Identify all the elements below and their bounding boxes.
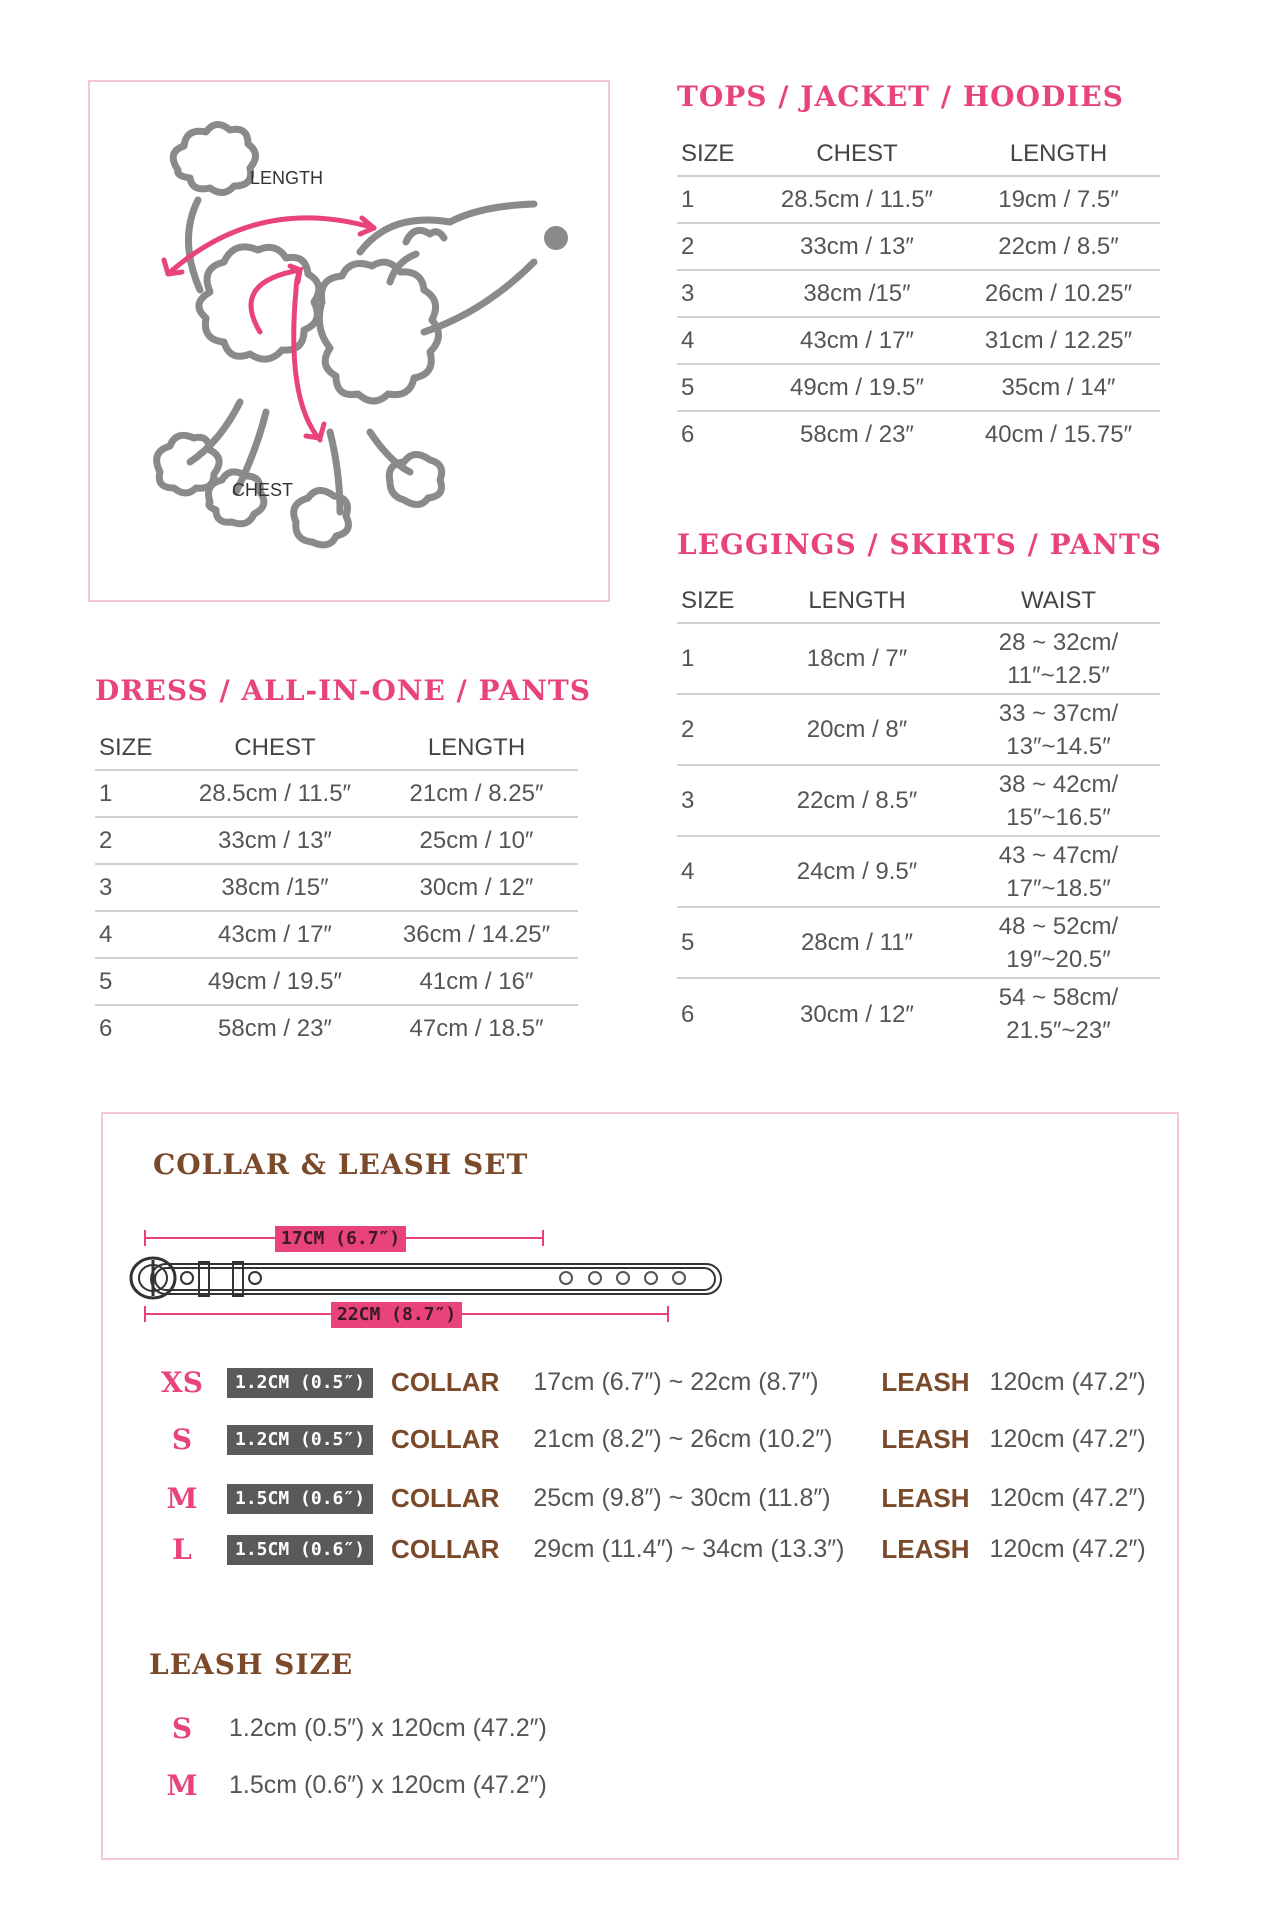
table-cell: 35cm / 14″ xyxy=(957,364,1160,411)
table-cell: 1 xyxy=(677,176,757,223)
tops-title: TOPS / JACKET / HOODIES xyxy=(677,80,1124,113)
table-cell: 3 xyxy=(95,864,175,911)
collar-row-l xyxy=(149,1533,1146,1566)
table-cell: 25cm / 10″ xyxy=(375,817,578,864)
waist-in: 11″~12.5″ xyxy=(1007,661,1110,689)
column-header: WAIST xyxy=(957,580,1160,623)
column-header: LENGTH xyxy=(375,727,578,770)
table-cell: 6 xyxy=(99,1015,113,1042)
table-cell: 38cm /15″ xyxy=(175,864,375,911)
table-header-row xyxy=(677,133,1160,176)
width-badge: 1.5CM (0.6″) xyxy=(227,1484,373,1514)
table-cell: 33cm / 13″ xyxy=(175,817,375,864)
waist-cm: 38 ~ 42cm/ xyxy=(998,770,1119,798)
table-cell: 47cm / 18.5″ xyxy=(409,1015,544,1042)
table-row xyxy=(677,694,1160,765)
table-cell: 3 xyxy=(677,765,757,836)
leash-size-title: LEASH SIZE xyxy=(149,1648,354,1681)
table-cell: 22cm / 8.5″ xyxy=(757,765,957,836)
table-row xyxy=(677,411,1160,458)
table-cell: 49cm / 19.5″ xyxy=(757,364,957,411)
waist-cm: 43 ~ 47cm/ xyxy=(998,841,1119,869)
column-header: LENGTH xyxy=(957,133,1160,176)
width-badge: 1.5CM (0.6″) xyxy=(227,1535,373,1565)
leash-length: 120cm (47.2″) xyxy=(989,1535,1146,1563)
measurement-diagram xyxy=(88,80,610,602)
table-cell xyxy=(957,907,1160,978)
table-cell: 58cm / 23″ xyxy=(800,421,914,448)
size-label: M xyxy=(166,1482,198,1515)
waist-in: 21.5″~23″ xyxy=(1006,1017,1111,1044)
table-header-row xyxy=(677,580,1160,623)
collar-leash-section xyxy=(101,1112,1179,1860)
table-row xyxy=(677,270,1160,317)
leash-label: LEASH xyxy=(881,1483,970,1513)
table-cell: 33cm / 13″ xyxy=(757,223,957,270)
column-header: SIZE xyxy=(677,580,757,623)
table-row xyxy=(95,770,578,817)
size-label: S xyxy=(171,1712,193,1745)
leggings-size-table xyxy=(677,580,1160,1049)
length-label: LENGTH xyxy=(250,168,324,188)
table-row xyxy=(95,817,578,864)
column-header: SIZE xyxy=(677,133,757,176)
table-row xyxy=(95,911,578,958)
table-row xyxy=(677,364,1160,411)
leash-size-row-s xyxy=(149,1712,547,1745)
measure-max-tag: 22CM (8.7″) xyxy=(331,1302,462,1328)
collar-range: 21cm (8.2″) ~ 26cm (10.2″) xyxy=(533,1425,833,1453)
leash-length: 120cm (47.2″) xyxy=(989,1425,1146,1453)
table-cell: 5 xyxy=(95,958,175,1005)
table-cell: 1 xyxy=(677,623,757,694)
width-badge: 1.2CM (0.5″) xyxy=(227,1425,373,1455)
table-row xyxy=(677,836,1160,907)
collar-label: COLLAR xyxy=(391,1367,500,1397)
table-cell: 2 xyxy=(677,694,757,765)
table-cell: 4 xyxy=(677,836,757,907)
table-cell: 43cm / 17″ xyxy=(757,317,957,364)
table-cell: 19cm / 7.5″ xyxy=(957,176,1160,223)
table-cell: 20cm / 8″ xyxy=(757,694,957,765)
collar-row-m xyxy=(149,1482,1146,1515)
table-cell: 6 xyxy=(681,421,695,448)
table-row xyxy=(677,978,1160,1049)
table-cell: 43cm / 17″ xyxy=(175,911,375,958)
width-badge: 1.2CM (0.5″) xyxy=(227,1368,373,1398)
table-cell: 30cm / 12″ xyxy=(375,864,578,911)
table-cell: 4 xyxy=(95,911,175,958)
table-cell: 40cm / 15.75″ xyxy=(984,421,1133,448)
collar-row-s xyxy=(149,1423,1146,1456)
collar-range: 25cm (9.8″) ~ 30cm (11.8″) xyxy=(533,1484,831,1512)
table-cell xyxy=(957,765,1160,836)
leash-label: LEASH xyxy=(881,1367,970,1397)
table-cell: 38cm /15″ xyxy=(757,270,957,317)
table-cell: 5 xyxy=(677,907,757,978)
collar-row-xs xyxy=(149,1366,1146,1399)
size-label: S xyxy=(171,1423,193,1456)
table-cell: 4 xyxy=(677,317,757,364)
column-header: CHEST xyxy=(175,727,375,770)
leash-length: 120cm (47.2″) xyxy=(989,1484,1146,1512)
table-cell: 2 xyxy=(95,817,175,864)
size-label: M xyxy=(166,1769,198,1802)
table-cell: 26cm / 10.25″ xyxy=(957,270,1160,317)
table-cell: 31cm / 12.25″ xyxy=(957,317,1160,364)
waist-cm: 54 ~ 58cm/ xyxy=(998,984,1119,1011)
leash-label: LEASH xyxy=(881,1534,970,1564)
dress-title: DRESS / ALL-IN-ONE / PANTS xyxy=(95,674,591,707)
table-row xyxy=(677,907,1160,978)
table-cell: 28.5cm / 11.5″ xyxy=(175,770,375,817)
poodle-illustration xyxy=(90,82,608,600)
table-cell: 28cm / 11″ xyxy=(757,907,957,978)
column-header: LENGTH xyxy=(757,580,957,623)
table-cell: 24cm / 9.5″ xyxy=(757,836,957,907)
table-cell: 6 xyxy=(681,1000,695,1028)
table-cell: 1 xyxy=(95,770,175,817)
column-header: CHEST xyxy=(757,133,957,176)
table-cell: 2 xyxy=(677,223,757,270)
table-row xyxy=(95,958,578,1005)
dress-size-table xyxy=(95,727,578,1052)
table-row xyxy=(95,1005,578,1052)
waist-cm: 33 ~ 37cm/ xyxy=(998,699,1119,727)
table-cell xyxy=(957,623,1160,694)
table-cell xyxy=(957,978,1160,1049)
table-row xyxy=(677,623,1160,694)
table-cell: 28.5cm / 11.5″ xyxy=(757,176,957,223)
table-cell: 3 xyxy=(677,270,757,317)
leash-label: LEASH xyxy=(881,1424,970,1454)
size-label: L xyxy=(172,1533,192,1566)
waist-in: 15″~16.5″ xyxy=(1006,803,1111,831)
collar-range: 29cm (11.4″) ~ 34cm (13.3″) xyxy=(533,1535,845,1563)
waist-in: 19″~20.5″ xyxy=(1006,945,1111,973)
table-cell: 18cm / 7″ xyxy=(757,623,957,694)
table-row xyxy=(677,223,1160,270)
table-header-row xyxy=(95,727,578,770)
table-cell: 49cm / 19.5″ xyxy=(175,958,375,1005)
column-header: SIZE xyxy=(95,727,175,770)
table-row xyxy=(677,765,1160,836)
table-row xyxy=(677,176,1160,223)
collar-label: COLLAR xyxy=(391,1424,500,1454)
leash-size-value: 1.2cm (0.5″) x 120cm (47.2″) xyxy=(229,1714,547,1742)
collar-range: 17cm (6.7″) ~ 22cm (8.7″) xyxy=(533,1368,819,1396)
waist-in: 13″~14.5″ xyxy=(1006,732,1111,760)
leash-length: 120cm (47.2″) xyxy=(989,1368,1146,1396)
waist-cm: 48 ~ 52cm/ xyxy=(998,912,1119,940)
measure-min-tag: 17CM (6.7″) xyxy=(275,1226,406,1252)
leash-size-value: 1.5cm (0.6″) x 120cm (47.2″) xyxy=(229,1771,547,1799)
collar-label: COLLAR xyxy=(391,1534,500,1564)
table-cell: 22cm / 8.5″ xyxy=(957,223,1160,270)
waist-in: 17″~18.5″ xyxy=(1006,874,1111,902)
table-row xyxy=(95,864,578,911)
table-cell: 21cm / 8.25″ xyxy=(375,770,578,817)
chest-label: CHEST xyxy=(232,480,294,500)
size-label: XS xyxy=(161,1366,203,1399)
leggings-title: LEGGINGS / SKIRTS / PANTS xyxy=(677,528,1163,561)
table-cell xyxy=(957,836,1160,907)
collar-label: COLLAR xyxy=(391,1483,500,1513)
table-row xyxy=(677,317,1160,364)
table-cell: 30cm / 12″ xyxy=(800,1000,914,1028)
waist-cm: 28 ~ 32cm/ xyxy=(998,628,1119,656)
table-cell: 36cm / 14.25″ xyxy=(375,911,578,958)
leash-size-row-m xyxy=(149,1769,547,1802)
table-cell: 58cm / 23″ xyxy=(218,1015,332,1042)
table-cell xyxy=(957,694,1160,765)
tops-size-table xyxy=(677,133,1160,458)
table-cell: 41cm / 16″ xyxy=(375,958,578,1005)
table-cell: 5 xyxy=(677,364,757,411)
collar-title: COLLAR & LEASH SET xyxy=(153,1148,529,1181)
